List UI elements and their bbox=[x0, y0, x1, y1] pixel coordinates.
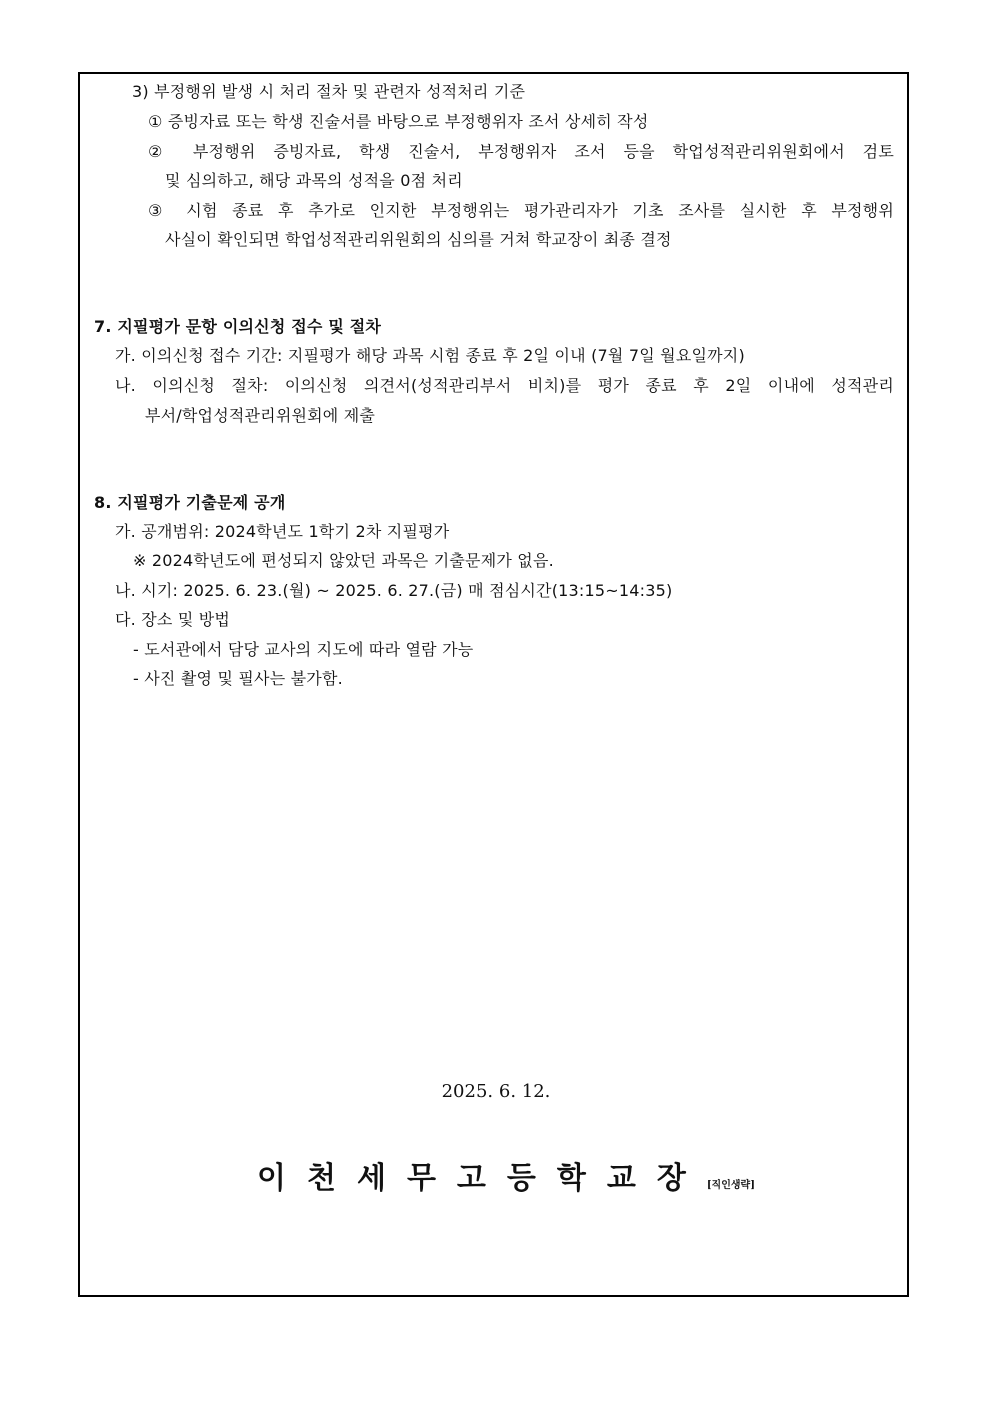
section-8-method-2: - 사진 촬영 및 필사는 불가함. bbox=[133, 669, 343, 688]
issue-date: 2025. 6. 12. bbox=[441, 1081, 551, 1102]
section-8-note: ※ 2024학년도에 편성되지 않았던 과목은 기출문제가 없음. bbox=[133, 551, 554, 570]
section-7-item-na-line-1: 나. 이의신청 절차: 이의신청 의견서(성적관리부서 비치)를 평가 종료 후 2일 이내에 성적관리 bbox=[115, 376, 894, 395]
seal-omitted-note: [직인생략] bbox=[706, 1180, 755, 1191]
section-8-item-da: 다. 장소 및 방법 bbox=[115, 610, 231, 629]
procedure-2-line-2: 및 심의하고, 해당 과목의 성적을 0점 처리 bbox=[165, 171, 463, 190]
section-8-item-na: 나. 시기: 2025. 6. 23.(월) ~ 2025. 6. 27.(금) 매 점심시간(13:15~14:35) bbox=[115, 581, 673, 600]
signature-text: 이천세무고등학교장 bbox=[257, 1161, 707, 1196]
item-3-heading: 3) 부정행위 발생 시 처리 절차 및 관련자 성적처리 기준 bbox=[132, 82, 526, 101]
section-7-heading: 7. 지필평가 문항 이의신청 접수 및 절차 bbox=[94, 317, 382, 336]
section-8-heading: 8. 지필평가 기출문제 공개 bbox=[94, 493, 286, 512]
procedure-3-line-2: 사실이 확인되면 학업성적관리위원회의 심의를 거쳐 학교장이 최종 결정 bbox=[165, 230, 672, 249]
procedure-3-line-1: ③ 시험 종료 후 추가로 인지한 부정행위는 평가관리자가 기초 조사를 실시한 후 부정행위 bbox=[148, 201, 894, 220]
section-7-item-ga: 가. 이의신청 접수 기간: 지필평가 해당 과목 시험 종료 후 2일 이내 (7월 7일 월요일까지) bbox=[115, 346, 745, 365]
procedure-2-line-1: ② 부정행위 증빙자료, 학생 진술서, 부정행위자 조서 등을 학업성적관리위원회에서 검토 bbox=[148, 142, 894, 161]
section-8-item-ga: 가. 공개범위: 2024학년도 1학기 2차 지필평가 bbox=[115, 522, 450, 541]
procedure-1: ① 증빙자료 또는 학생 진술서를 바탕으로 부정행위자 조서 상세히 작성 bbox=[148, 112, 649, 131]
section-8-method-1: - 도서관에서 담당 교사의 지도에 따라 열람 가능 bbox=[133, 640, 474, 659]
section-7-item-na-line-2: 부서/학업성적관리위원회에 제출 bbox=[145, 406, 376, 425]
principal-signature bbox=[257, 1153, 755, 1197]
